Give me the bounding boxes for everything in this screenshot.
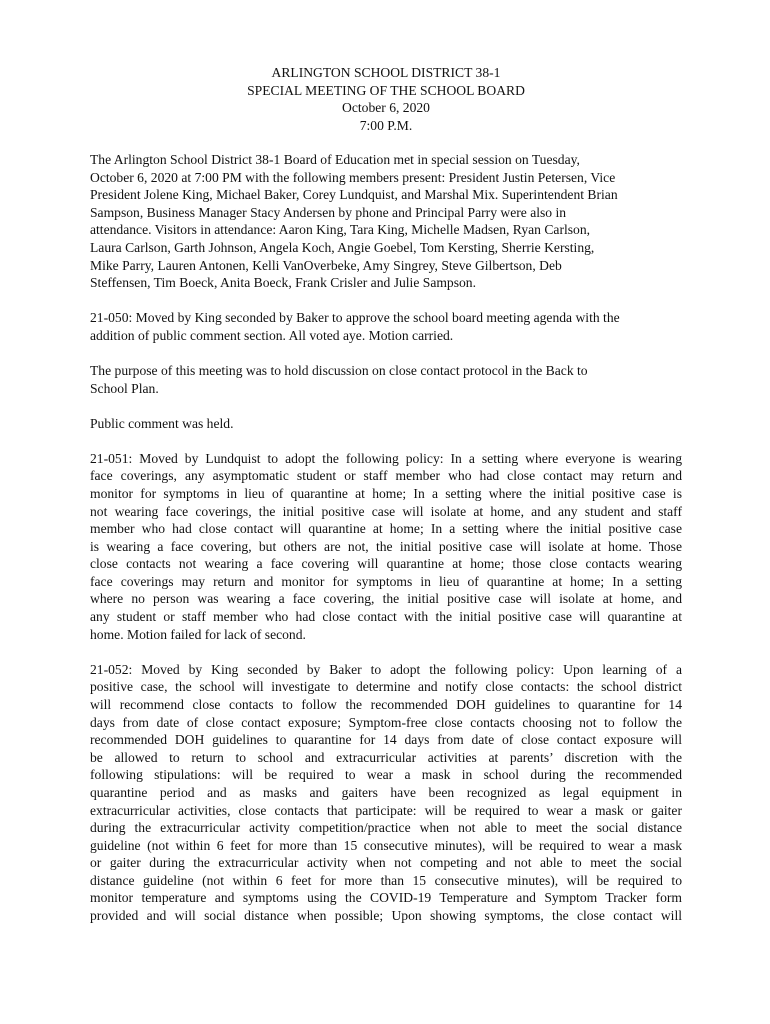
motion-051-line: monitor for symptoms in lieu of quarantine at home; In a setting where the initial positive case is <box>90 485 682 501</box>
intro-line: Steffensen, Tim Boeck, Anita Boeck, Frank Crisler and Julie Sampson. <box>90 275 477 291</box>
motion-052-line: be allowed to return to school and extracurricular activities at parents’ discretion with the <box>90 749 682 765</box>
motion-052-line: distance guideline (not within 6 feet for more than 15 consecutive minutes), will be required to <box>90 872 682 888</box>
intro-line: President Jolene King, Michael Baker, Corey Lundquist, and Marshal Mix. Superintendent Brian <box>90 187 618 203</box>
motion-052-line: extracurricular activities, close contacts that participate: will be required to wear a mask or gaiter <box>90 802 682 818</box>
motion-052-line: during the extracurricular activity competition/practice when not able to meet the social distance <box>90 820 682 836</box>
purpose-line: School Plan. <box>90 380 159 396</box>
purpose-paragraph <box>90 362 682 397</box>
meeting-time: 7:00 P.M. <box>359 117 413 133</box>
motion-052-line: will recommend close contacts to follow the recommended DOH guidelines to quarantine for 14 <box>90 696 682 712</box>
intro-line: Sampson, Business Manager Stacy Andersen by phone and Principal Parry were also in <box>90 204 567 220</box>
motion-052-line: monitor temperature and symptoms using the COVID-19 Temperature and Symptom Tracker form <box>90 890 682 906</box>
intro-line: Laura Carlson, Garth Johnson, Angela Koch, Angie Goebel, Tom Kersting, Sherrie Kersting, <box>90 239 595 255</box>
motion-051-paragraph <box>90 450 682 644</box>
motion-051-line: face coverings may return and monitor for symptoms in lieu of quarantine at home; In a setting <box>90 573 682 589</box>
document-page <box>90 64 682 942</box>
district-title: ARLINGTON SCHOOL DISTRICT 38-1 <box>271 65 501 80</box>
motion-051-line: member who had close contact will quarantine at home; In a setting where the initial positive case <box>90 521 682 537</box>
intro-line: attendance. Visitors in attendance: Aaron King, Tara King, Michelle Madsen, Ryan Carlson, <box>90 222 591 238</box>
motion-052-line: positive case, the school will investigate to determine and notify close contacts: the school district <box>90 679 682 695</box>
intro-line: Mike Parry, Lauren Antonen, Kelli VanOverbeke, Amy Singrey, Steve Gilbertson, Deb <box>90 257 562 273</box>
motion-052-line: 21-052: Moved by King seconded by Baker to adopt the following policy: Upon learning of a <box>90 661 682 677</box>
motion-052-line: or gaiter during the extracurricular activity when not competing and not able to meet the social <box>90 855 682 871</box>
motion-051-line: home. Motion failed for lack of second. <box>90 626 306 642</box>
meeting-title: SPECIAL MEETING OF THE SCHOOL BOARD <box>247 82 525 98</box>
motion-052-paragraph <box>90 661 682 925</box>
motion-052-line: provided and will social distance when possible; Upon showing symptoms, the close contact will <box>90 908 682 924</box>
motion-050-line: 21-050: Moved by King seconded by Baker to approve the school board meeting agenda with the <box>90 310 620 326</box>
motion-051-line: any student or staff member who had close contact with the initial positive case will quarantine at <box>90 609 682 625</box>
motion-051-line: close contacts not wearing a face covering will quarantine at home; those close contacts wearing <box>90 556 682 572</box>
motion-051-line: is wearing a face covering, but others are not, the initial positive case will isolate at home. Those <box>90 538 682 554</box>
intro-line: October 6, 2020 at 7:00 PM with the following members present: President Justin Petersen, Vice <box>90 169 616 185</box>
motion-051-line: where no person was wearing a face covering, the initial positive case will isolate at home, and <box>90 591 682 607</box>
document-header <box>90 64 682 134</box>
motion-052-line: following stipulations: will be required to wear a mask in school during the recommended <box>90 767 682 783</box>
motion-052-line: days from date of close contact exposure; Symptom-free close contacts choosing not to follow the <box>90 714 682 730</box>
meeting-date: October 6, 2020 <box>342 100 430 115</box>
intro-line: The Arlington School District 38-1 Board of Education met in special session on Tuesday, <box>90 152 580 167</box>
motion-051-line: not wearing face coverings, the initial positive case will isolate at home, and any student and staff <box>90 503 682 519</box>
motion-051-line: face coverings, any asymptomatic student or staff member who had close contact may return and <box>90 468 682 484</box>
motion-051-line: 21-051: Moved by Lundquist to adopt the following policy: In a setting where everyone is wearing <box>90 450 682 466</box>
public-comment-paragraph <box>90 415 682 433</box>
motion-052-line: guideline (not within 6 feet for more than 15 consecutive minutes), will be required to wear a mask <box>90 837 682 853</box>
motion-052-line: quarantine period and as masks and gaiters have been recognized as legal equipment in <box>90 784 682 800</box>
motion-050-line: addition of public comment section. All voted aye. Motion carried. <box>90 327 454 343</box>
motion-052-line: recommended DOH guidelines to quarantine for 14 days from date of close contact exposure will <box>90 732 682 748</box>
intro-paragraph <box>90 151 682 292</box>
motion-050-paragraph <box>90 309 682 344</box>
purpose-line: The purpose of this meeting was to hold discussion on close contact protocol in the Back to <box>90 362 588 378</box>
public-comment-line: Public comment was held. <box>90 415 234 431</box>
